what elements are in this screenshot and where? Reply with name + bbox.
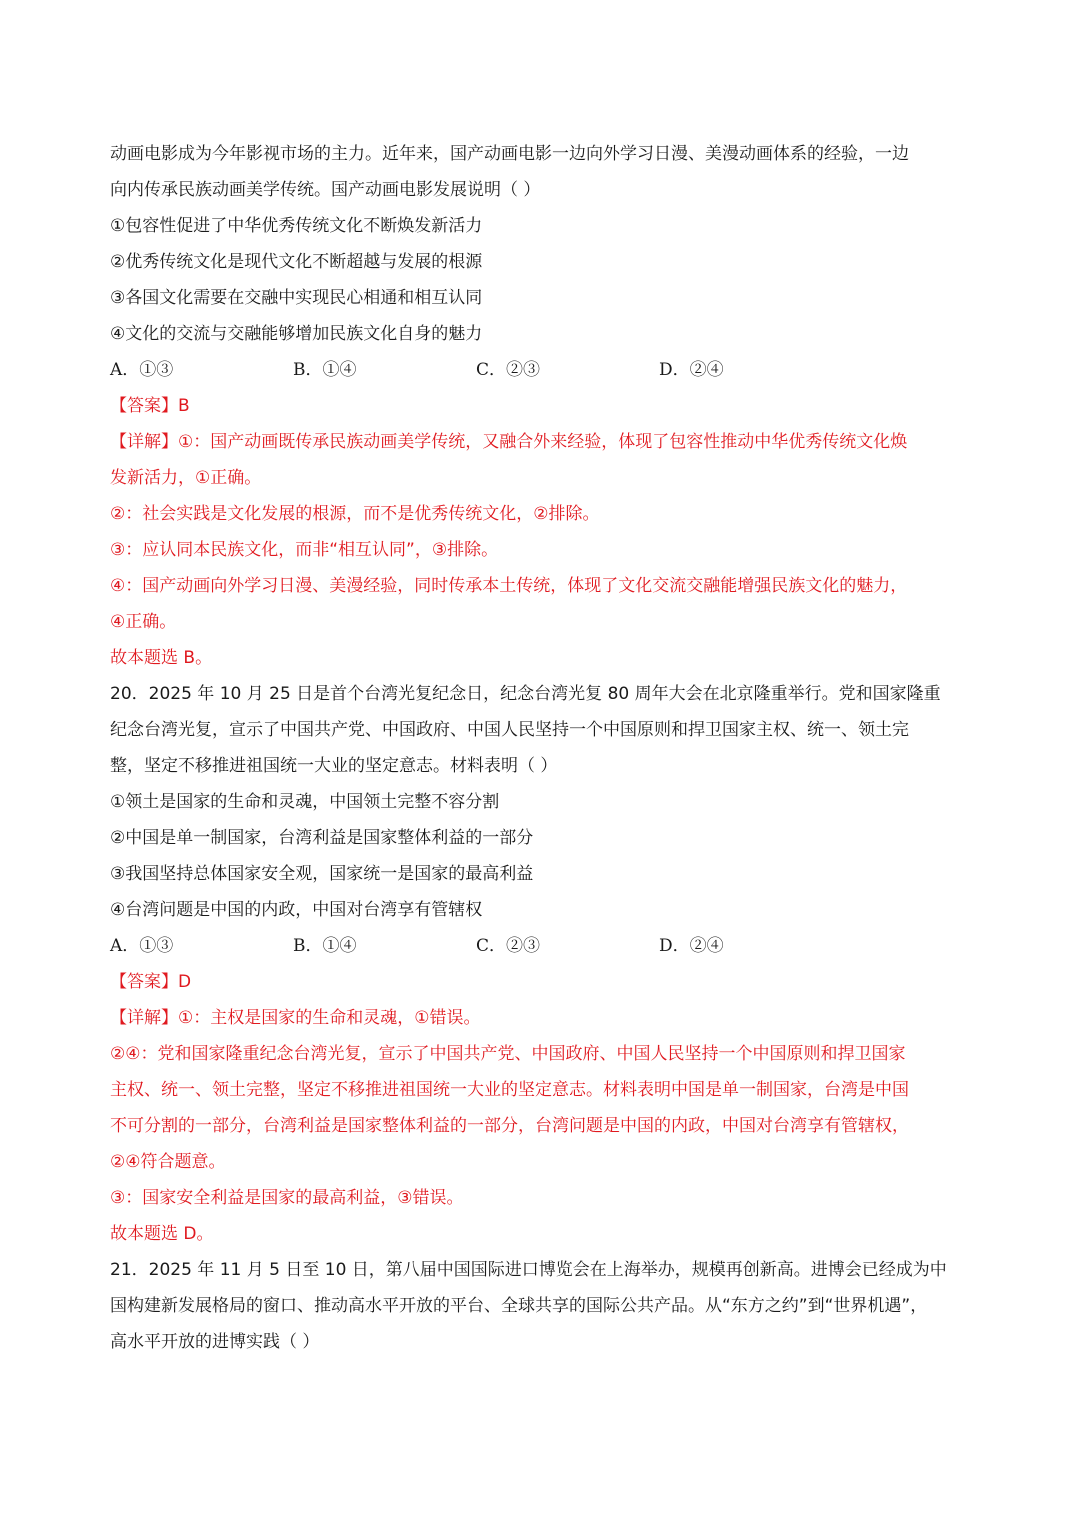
question-stem-line: 20．2025 年 10 月 25 日是首个台湾光复纪念日，纪念台湾光复 80 周年大会在北京隆重举行。党和国家隆重 (110, 684, 941, 704)
analysis-line: ④正确。 (110, 612, 177, 632)
statement: ④文化的交流与交融能够增加民族文化自身的魅力 (110, 324, 483, 344)
option-b: B．①④ (293, 360, 357, 380)
option-a: A．①③ (110, 360, 174, 380)
analysis-line: ②④：党和国家隆重纪念台湾光复，宣示了中国共产党、中国政府、中国人民坚持一个中国原则和捍卫国家 (110, 1044, 906, 1064)
answer-label: 【答案】B (110, 396, 190, 416)
option-b: B．①④ (293, 936, 357, 956)
option-d: D．②④ (659, 936, 724, 956)
conclusion: 故本题选 B。 (110, 648, 213, 668)
statement: ①领土是国家的生命和灵魂，中国领土完整不容分割 (110, 792, 500, 812)
question-stem-line: 纪念台湾光复，宣示了中国共产党、中国政府、中国人民坚持一个中国原则和捍卫国家主权、统一、领土完 (110, 720, 909, 740)
analysis-line: ②④符合题意。 (110, 1152, 226, 1172)
analysis-line: ②：社会实践是文化发展的根源，而不是优秀传统文化，②排除。 (110, 504, 600, 524)
analysis-line: 【详解】①：主权是国家的生命和灵魂，①错误。 (110, 1008, 481, 1028)
analysis-line: ④：国产动画向外学习日漫、美漫经验，同时传承本土传统，体现了文化交流交融能增强民族文化的魅力， (110, 576, 908, 596)
statement: ④台湾问题是中国的内政，中国对台湾享有管辖权 (110, 900, 483, 920)
option-d: D．②④ (659, 360, 724, 380)
statement: ①包容性促进了中华优秀传统文化不断焕发新活力 (110, 216, 483, 236)
question-stem-line: 整，坚定不移推进祖国统一大业的坚定意志。材料表明（ ） (110, 756, 558, 776)
statement: ②优秀传统文化是现代文化不断超越与发展的根源 (110, 252, 483, 272)
analysis-line: 主权、统一、领土完整，坚定不移推进祖国统一大业的坚定意志。材料表明中国是单一制国家，台湾是中国 (110, 1080, 909, 1100)
option-a: A．①③ (110, 936, 174, 956)
document-page (110, 136, 972, 1360)
statement: ③各国文化需要在交融中实现民心相通和相互认同 (110, 288, 483, 308)
question-stem-line: 国构建新发展格局的窗口、推动高水平开放的平台、全球共享的国际公共产品。从“东方之约”到“世界机遇”， (110, 1296, 928, 1316)
option-c: C．②③ (476, 936, 541, 956)
analysis-line: ③：应认同本民族文化，而非“相互认同”，③排除。 (110, 540, 499, 560)
answer-label: 【答案】D (110, 972, 192, 992)
analysis-line: ③：国家安全利益是国家的最高利益，③错误。 (110, 1188, 464, 1208)
answer-options (110, 928, 972, 964)
statement: ③我国坚持总体国家安全观，国家统一是国家的最高利益 (110, 864, 534, 884)
option-c: C．②③ (476, 360, 541, 380)
question-stem-line: 向内传承民族动画美学传统。国产动画电影发展说明（ ） (110, 180, 541, 200)
answer-options (110, 352, 972, 388)
analysis-line: 【详解】①：国产动画既传承民族动画美学传统，又融合外来经验，体现了包容性推动中华优秀传统文化焕 (110, 432, 908, 452)
analysis-line: 不可分割的一部分，台湾利益是国家整体利益的一部分，台湾问题是中国的内政，中国对台湾享有管辖权， (110, 1116, 909, 1136)
question-stem-line: 21．2025 年 11 月 5 日至 10 日，第八届中国国际进口博览会在上海举办，规模再创新高。进博会已经成为中 (110, 1260, 947, 1280)
analysis-line: 发新活力，①正确。 (110, 468, 262, 488)
question-21 (110, 1252, 972, 1360)
question-stem-line: 动画电影成为今年影视市场的主力。近年来，国产动画电影一边向外学习日漫、美漫动画体系的经验，一边 (110, 144, 909, 164)
statement: ②中国是单一制国家，台湾利益是国家整体利益的一部分 (110, 828, 534, 848)
question-stem-line: 高水平开放的进博实践（ ） (110, 1332, 320, 1352)
question-20 (110, 676, 972, 1252)
question-19 (110, 136, 972, 676)
conclusion: 故本题选 D。 (110, 1224, 214, 1244)
